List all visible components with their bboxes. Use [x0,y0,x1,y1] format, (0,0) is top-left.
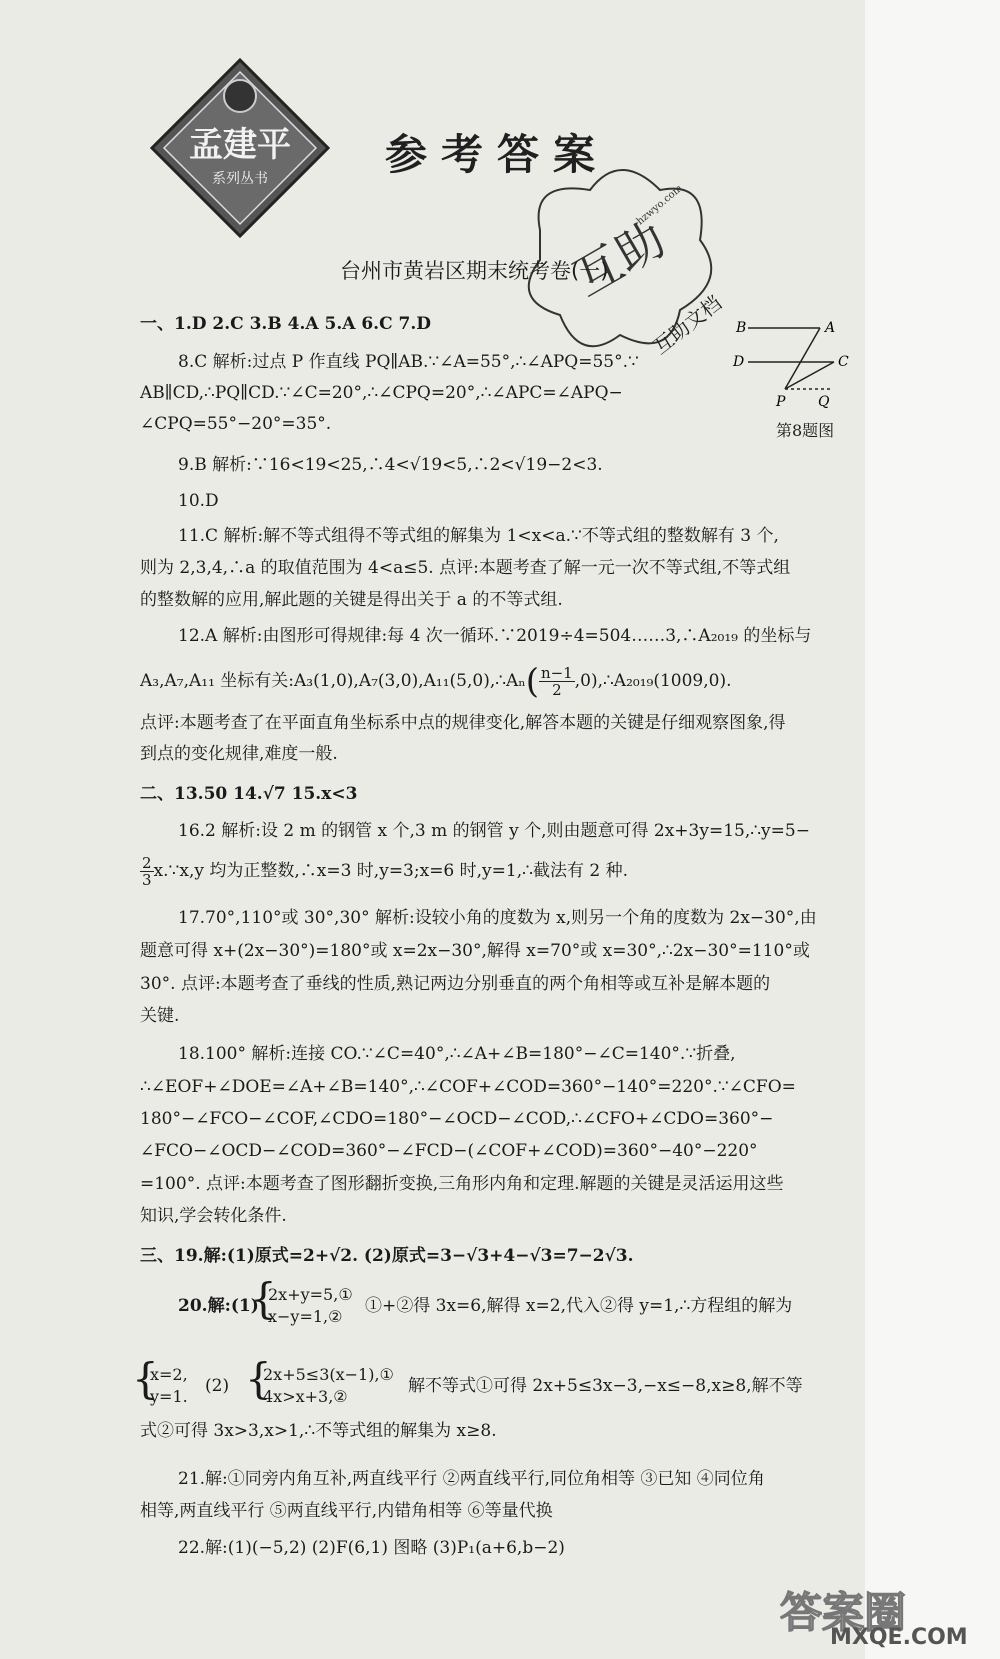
label-A: A [825,320,836,336]
answer-line: 17.70°,110°或 30°,30° 解析:设较小角的度数为 x,则另一个角的度数为 2x−30°,由 [178,908,817,928]
answer-line: ∠FCO−∠OCD−∠COD=360°−∠FCD−(∠COF+∠COD)=360°−40°−220° [140,1141,758,1161]
answer-line: 21.解:①同旁内角互补,两直线平行 ②两直线平行,同位角相等 ③已知 ④同位角 [178,1469,765,1489]
equation: y=1. [150,1387,188,1406]
label-D: D [733,354,745,370]
answer-line: 30°. 点评:本题考查了垂线的性质,熟记两边分别垂直的两个角相等或互补是解本题的 [140,974,771,994]
answer-line-tail: ,0),∴A₂₀₁₉(1009,0). [574,671,732,691]
answer-line: 16.2 解析:设 2 m 的钢管 x 个,3 m 的钢管 y 个,则由题意可得 2x+3y=15,∴y=5− [178,821,810,841]
brace-icon: { [250,1274,277,1323]
brace-icon: { [245,1354,272,1403]
answer-line: 12.A 解析:由图形可得规律:每 4 次一循环.∵2019÷4=504……3,∴A₂₀₁₉ 的坐标与 [178,626,812,646]
answer-line: 关键. [140,1006,180,1026]
figure-8-caption: 第8题图 [776,421,835,440]
answer-line: (2) [205,1376,230,1396]
fraction-numerator: n−1 [540,664,573,682]
answer-line: 一、1.D 2.C 3.B 4.A 5.A 6.C 7.D [140,314,432,334]
answer-line: 18.100° 解析:连接 CO.∵∠C=40°,∴∠A+∠B=180°−∠C=140°.∵折叠, [178,1044,736,1064]
emblem-icon [224,80,256,112]
answer-line-text: x.∵x,y 均为正整数,∴x=3 时,y=3;x=6 时,y=1,∴截法有 2 种. [153,861,628,881]
page-title: 参考答案 [385,130,610,179]
label-B: B [736,320,747,336]
answer-line: AB∥CD,∴PQ∥CD.∵∠C=20°,∴∠CPQ=20°,∴∠APC=∠APQ− [140,383,623,403]
answer-line-fraction [140,661,732,702]
answer-line: ∠CPQ=55°−20°=35°. [140,414,332,434]
answer-line: 解不等式①可得 2x+5≤3x−3,−x≤−8,x≥8,解不等 [408,1376,803,1396]
fraction-numerator: 2 [142,854,152,872]
answer-line: 题意可得 x+(2x−30°)=180°或 x=2x−30°,解得 x=70°或 x=30°,∴2x−30°=110°或 [140,941,810,961]
answer-line: ∴∠EOF+∠DOE=∠A+∠B=140°,∴∠COF+∠COD=360°−140°=220°.∵∠CFO= [140,1077,796,1097]
brace-icon: { [132,1354,159,1403]
watermark-url: MXQE.COM [830,1625,968,1650]
fraction [140,855,154,888]
logo-text: 孟建平 [189,125,291,165]
answer-line-text: A₃,A₇,A₁₁ 坐标有关:A₃(1,0),A₇(3,0),A₁₁(5,0),∴Aₙ [140,671,526,691]
exam-subtitle: 台州市黄岩区期末统考卷(一) [340,259,609,283]
answer-line: 点评:本题考查了在平面直角坐标系中点的规律变化,解答本题的关键是仔细观察图象,得 [140,713,786,733]
label-P: P [776,394,786,410]
open-paren: ( [525,661,539,702]
inequality-system [263,1364,394,1408]
label-C: C [838,354,849,370]
answer-line: 到点的变化规律,难度一般. [140,744,338,764]
answer-line: 8.C 解析:过点 P 作直线 PQ∥AB.∵∠A=55°,∴∠APQ=55°.∵ [178,352,639,372]
logo-subtext: 系列丛书 [212,171,268,187]
fraction-denominator: 2 [552,681,562,699]
answer-line: 180°−∠FCO−∠COF,∠CDO=180°−∠OCD−∠COD,∴∠CFO+∠CDO=360°− [140,1109,774,1129]
fraction [539,665,575,698]
equation: x−y=1,② [268,1307,343,1326]
answer-line: 的整数解的应用,解此题的关键是得出关于 a 的不等式组. [140,590,563,610]
fraction-denominator: 3 [142,871,152,889]
page-margin [865,0,1000,1659]
answer-line: 式②可得 3x>3,x>1,∴不等式组的解集为 x≥8. [140,1421,497,1441]
answer-line: ①+②得 3x=6,解得 x=2,代入②得 y=1,∴方程组的解为 [365,1296,793,1316]
solution-system [150,1364,188,1408]
series-logo [150,58,330,238]
answer-line: 22.解:(1)(−5,2) (2)F(6,1) 图略 (3)P₁(a+6,b−2) [178,1538,565,1558]
equation: x=2, [150,1365,188,1384]
answer-line-fraction [140,855,628,888]
answer-line: 知识,学会转化条件. [140,1206,287,1226]
equation-system-1 [268,1284,353,1328]
answer-line: 20.解:(1) [178,1296,259,1316]
answer-line: 11.C 解析:解不等式组得不等式组的解集为 1<x<a.∵不等式组的整数解有 3 个, [178,526,779,546]
watermark-text: 答案圈 [780,1588,907,1637]
answer-line: 则为 2,3,4,∴a 的取值范围为 4<a≤5. 点评:本题考查了解一元一次不等式组,不等式组 [140,558,791,578]
equation: 2x+5≤3(x−1),① [263,1365,394,1384]
label-Q: Q [818,394,830,410]
stamp-url: hzwyo.com [634,182,685,228]
answer-line: 10.D [178,491,219,511]
answer-line: 三、19.解:(1)原式=2+√2. (2)原式=3−√3+4−√3=7−2√3. [140,1246,634,1266]
stamp-text: 互助 [563,210,676,308]
answer-line: =100°. 点评:本题考查了图形翻折变换,三角形内角和定理.解题的关键是灵活运用这些 [140,1174,784,1194]
equation: 4x>x+3,② [263,1387,348,1406]
stamp-side-text: 互助文档 [648,290,727,359]
equation: 2x+y=5,① [268,1285,353,1304]
answer-line: 二、13.50 14.√7 15.x<3 [140,784,358,804]
answer-line: 9.B 解析:∵16<19<25,∴4<√19<5,∴2<√19−2<3. [178,455,603,475]
answer-line: 相等,两直线平行 ⑤两直线平行,内错角相等 ⑥等量代换 [140,1501,553,1521]
